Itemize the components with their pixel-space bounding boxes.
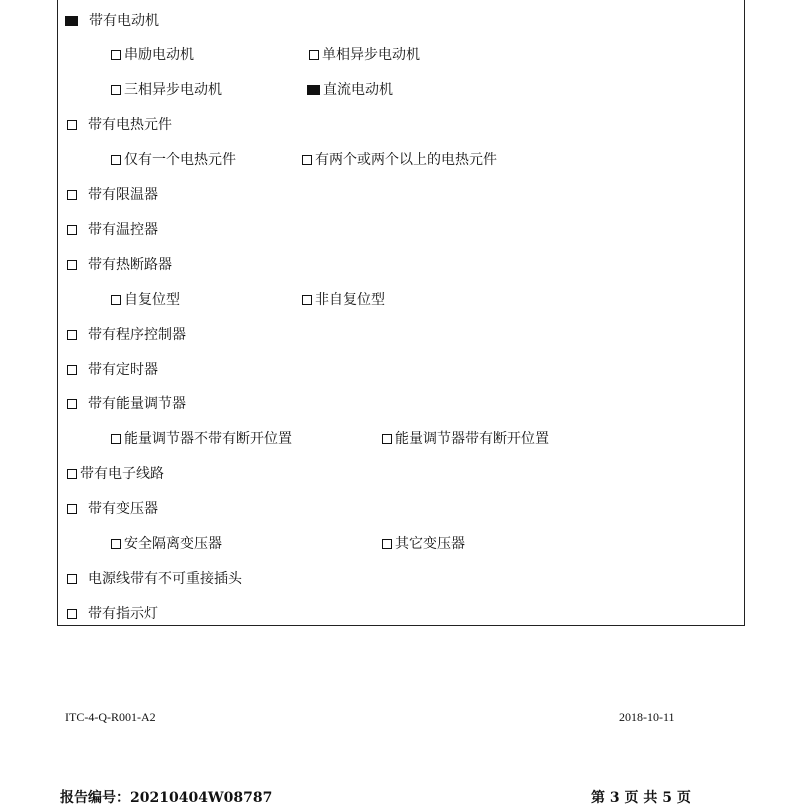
option-label: 带有电动机 [89, 13, 159, 29]
option-thermal-cutout[interactable] [67, 256, 172, 274]
option-label: 自复位型 [124, 292, 180, 308]
checkbox[interactable] [67, 225, 77, 235]
checkbox[interactable] [111, 155, 121, 165]
option-heating[interactable] [67, 116, 172, 134]
checkbox[interactable] [302, 155, 312, 165]
option-label: 带有热断路器 [88, 257, 172, 273]
checkbox[interactable] [67, 365, 77, 375]
option-energy-regulator[interactable] [67, 395, 186, 413]
checkbox[interactable] [382, 539, 392, 549]
option-label: 带有电热元件 [88, 117, 172, 133]
checkbox[interactable] [67, 190, 77, 200]
checkbox[interactable] [67, 260, 77, 270]
report-number-label: 报告编号： [60, 790, 130, 806]
option-label: 带有温控器 [88, 222, 158, 238]
checkbox[interactable] [382, 434, 392, 444]
option-label: 直流电动机 [323, 82, 393, 98]
checkbox[interactable] [67, 120, 77, 130]
option-label: 带有能量调节器 [88, 396, 186, 412]
checkbox[interactable] [67, 609, 77, 619]
checkbox[interactable] [111, 434, 121, 444]
checkbox[interactable] [67, 574, 77, 584]
form-code: ITC-4-Q-R001-A2 [65, 710, 156, 724]
option-timer[interactable] [67, 361, 158, 379]
option-label: 其它变压器 [395, 536, 465, 552]
checkbox[interactable] [307, 85, 320, 95]
checkbox[interactable] [67, 504, 77, 514]
option-electronic-circuit[interactable] [67, 465, 164, 483]
option-self-reset[interactable] [111, 291, 180, 309]
checkbox[interactable] [111, 295, 121, 305]
option-single-phase-async[interactable] [309, 46, 420, 64]
option-label: 带有指示灯 [88, 606, 158, 622]
option-label: 带有限温器 [88, 187, 158, 203]
checkbox[interactable] [302, 295, 312, 305]
report-number [60, 790, 272, 806]
option-label: 安全隔离变压器 [124, 536, 222, 552]
checkbox[interactable] [309, 50, 319, 60]
option-non-self-reset[interactable] [302, 291, 385, 309]
option-label: 电源线带有不可重接插头 [88, 571, 242, 587]
checkbox[interactable] [67, 330, 77, 340]
option-non-rewireable-plug[interactable] [67, 570, 242, 588]
option-safety-isolating[interactable] [111, 535, 222, 553]
option-label: 仅有一个电热元件 [124, 152, 236, 168]
checkbox[interactable] [111, 539, 121, 549]
option-label: 非自复位型 [315, 292, 385, 308]
option-indicator-light[interactable] [67, 605, 158, 623]
option-thermostat[interactable] [67, 221, 158, 239]
option-label: 能量调节器带有断开位置 [395, 431, 549, 447]
checkbox[interactable] [111, 50, 121, 60]
option-regulator-with-off[interactable] [382, 430, 549, 448]
option-series-motor[interactable] [111, 46, 194, 64]
option-transformer[interactable] [67, 500, 158, 518]
option-regulator-no-off[interactable] [111, 430, 292, 448]
option-label: 带有电子线路 [80, 466, 164, 482]
form-date: 2018-10-11 [619, 710, 675, 724]
option-one-heating[interactable] [111, 151, 236, 169]
option-label: 带有定时器 [88, 362, 158, 378]
option-multi-heating[interactable] [302, 151, 497, 169]
checkbox[interactable] [67, 399, 77, 409]
option-limiter[interactable] [67, 186, 158, 204]
report-number-value: 20210404W08787 [130, 790, 273, 806]
option-dc-motor[interactable] [307, 81, 393, 99]
option-label: 带有程序控制器 [88, 327, 186, 343]
option-label: 有两个或两个以上的电热元件 [315, 152, 497, 168]
option-label: 单相异步电动机 [322, 47, 420, 63]
checkbox[interactable] [111, 85, 121, 95]
page-indicator: 第 3 页 共 5 页 [591, 790, 691, 806]
option-label: 带有变压器 [88, 501, 158, 517]
checkbox[interactable] [67, 469, 77, 479]
option-other-transformer[interactable] [382, 535, 465, 553]
option-label: 三相异步电动机 [124, 82, 222, 98]
checkbox[interactable] [65, 16, 78, 26]
option-three-phase-async[interactable] [111, 81, 222, 99]
option-label: 能量调节器不带有断开位置 [124, 431, 292, 447]
option-program-controller[interactable] [67, 326, 186, 344]
option-label: 串励电动机 [124, 47, 194, 63]
option-motor[interactable] [65, 12, 159, 30]
